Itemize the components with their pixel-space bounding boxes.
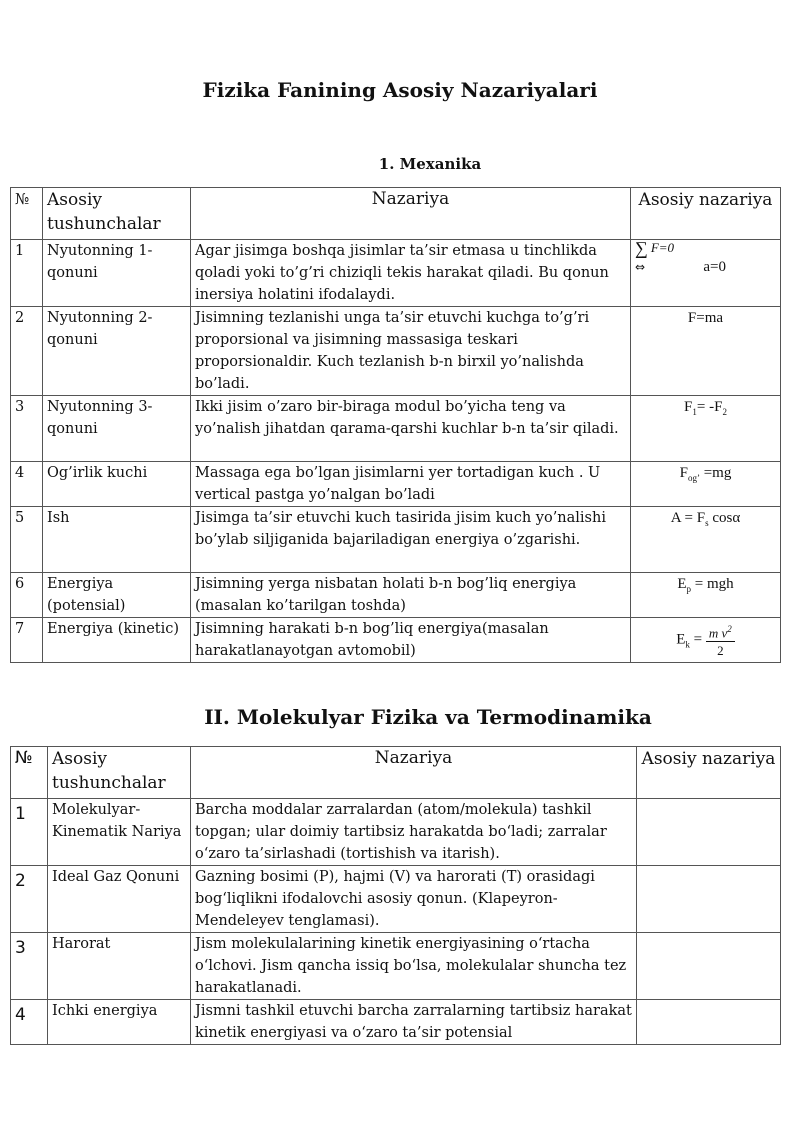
row-number: 4 [11,462,43,507]
concept-cell: Og’irlik kuchi [43,462,191,507]
row-number: 1 [11,240,43,307]
formula-cell [637,799,781,866]
row-number: 7 [11,618,43,663]
formula-cell: $E_p$ = mgh [631,573,781,618]
formula-cell [637,933,781,1000]
theory-cell: Jismni tashkil etuvchi barcha zarralarning tartibsiz harakat kinetik energiyasi va o‘zaro ta’sir potensial [191,1000,637,1045]
concept-cell: Nyutonning 3-qonuni [43,396,191,462]
section-heading-mechanics: 1. Mexanika [378,155,482,173]
theory-cell: Jisimning yerga nisbatan holati b-n bog’liq energiya (masalan ko’tarilgan toshda) [191,573,631,618]
formula-cell [631,240,781,307]
header-theory: Nazariya [191,188,631,240]
concept-cell: Nyutonning 2-qonuni [43,307,191,396]
row-number: 4 [11,1000,48,1045]
header-concepts: Asosiy tushunchalar [48,747,191,799]
table-row [11,573,781,618]
theory-cell: Jisimga ta’sir etuvchi kuch tasirida jisim kuch yo’nalishi bo’ylab siljiganida bajariladigan energiya o’zgarishi. [191,507,631,573]
row-number: 2 [11,866,48,933]
concept-cell: Energiya (potensial) [43,573,191,618]
row-number: 6 [11,573,43,618]
theory-cell: Jisimning tezlanishi unga ta’sir etuvchi kuchga to’g’ri proporsional va jisimning massasiga teskari proporsionaldir. Kuch tezlanish b-n birxil yo’nalishda bo’ladi. [191,307,631,396]
concept-cell: Harorat [48,933,191,1000]
row-number: 3 [11,933,48,1000]
row-number: 5 [11,507,43,573]
formula-cell [637,1000,781,1045]
header-theory: Nazariya [191,747,637,799]
molecular-table [10,746,781,1045]
formula-cell: $F_{og’} =mg$ [631,462,781,507]
row-number: 3 [11,396,43,462]
equivalence-arrow-icon: ⇔ [635,260,646,274]
table-row [11,307,781,396]
theory-cell: Gazning bosimi (P), hajmi (V) va harorati (T) orasidagi bog‘liqlikni ifodalovchi asosiy qonun. (Klapeyron-Mendeleyev tenglamasi). [191,866,637,933]
header-formula: Asosiy nazariya [637,747,781,799]
table-row [11,1000,781,1045]
header-concepts: Asosiy tushunchalar [43,188,191,240]
row-number: 1 [11,799,48,866]
concept-cell: Nyutonning 1-qonuni [43,240,191,307]
mechanics-table [10,187,781,663]
table-row [11,866,781,933]
header-number: № [11,188,43,240]
table-row [11,240,781,307]
theory-cell: Massaga ega bo’lgan jisimlarni yer tortadigan kuch . U vertical pastga yo’nalgan bo’ladi [191,462,631,507]
concept-cell: Energiya (kinetic) [43,618,191,663]
formula-cell: $F_1= -F_2$ [631,396,781,462]
table-row [11,799,781,866]
theory-cell: Agar jisimga boshqa jisimlar ta’sir etmasa u tinchlikda qoladi yoki to’g’ri chiziqli tekis harakat qiladi. Bu qonun inersiya holatini ifodalaydi. [191,240,631,307]
table-row [11,396,781,462]
header-formula: Asosiy nazariya [631,188,781,240]
formula-cell [637,866,781,933]
formula-cell: $E_k$ = $\frac{m v^2}{2}$ [631,618,781,663]
table-row [11,618,781,663]
table-header-row [11,747,781,799]
formula-cell: F=ma [631,307,781,396]
table-row [11,462,781,507]
theory-cell: Jisimning harakati b-n bog’liq energiya(masalan harakatlanayotgan avtomobil) [191,618,631,663]
theory-cell: Barcha moddalar zarralardan (atom/molekula) tashkil topgan; ular doimiy tartibsiz harakatda bo‘ladi; zarralar o‘zaro ta’sirlashadi (tortishish va itarish). [191,799,637,866]
concept-cell: Ideal Gaz Qonuni [48,866,191,933]
header-number: № [11,747,48,799]
formula-text: a=0 [703,259,726,275]
theory-cell: Ikki jisim o’zaro bir-biraga modul bo’yicha teng va yo’nalish jihatdan qarama-qarshi kuchlar b-n ta’sir qiladi. [191,396,631,462]
concept-cell: Ichki energiya [48,1000,191,1045]
table-row [11,933,781,1000]
table-row [11,507,781,573]
theory-cell: Jism molekulalarining kinetik energiyasining o‘rtacha o‘lchovi. Jism qancha issiq bo‘lsa, molekulalar shuncha tez harakatlanadi. [191,933,637,1000]
section-heading-molecular: II. Molekulyar Fizika va Termodinamika [204,705,652,729]
concept-cell: Ish [43,507,191,573]
fraction: $\frac{m v^2}{2}$ [706,621,735,659]
table-header-row [11,188,781,240]
sum-icon: ∑ [635,238,648,258]
formula-cell: $A = F_s$ cosα [631,507,781,573]
sum-formula: ∑ F=0 [635,238,675,258]
concept-cell: Molekulyar-Kinematik Nariya [48,799,191,866]
row-number: 2 [11,307,43,396]
document-title: Fizika Fanining Asosiy Nazariyalari [202,78,598,102]
